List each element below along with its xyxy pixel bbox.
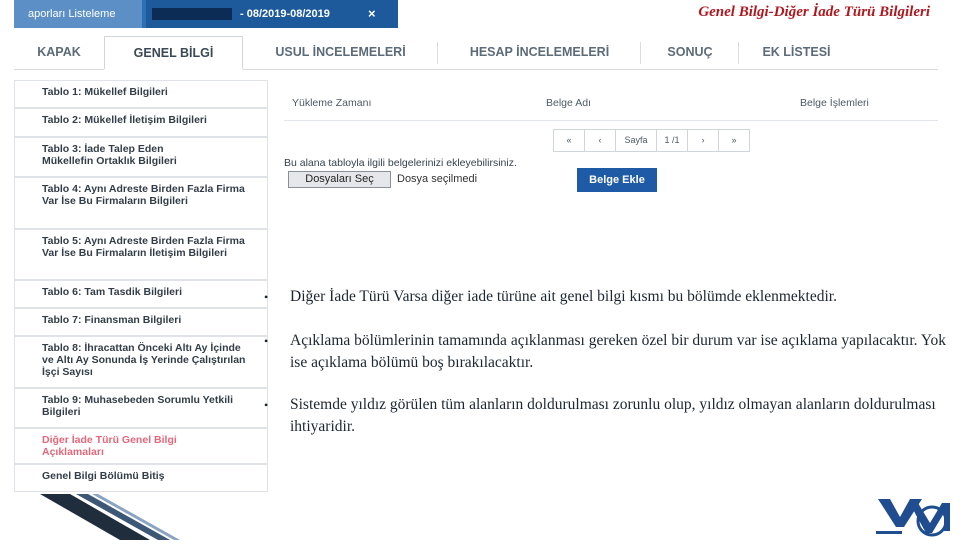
- tab-raporlari-listeleme[interactable]: [14, 0, 142, 28]
- sidebar-item-label: Tablo 9: Muhasebeden Sorumlu Yetkili Bilgileri: [42, 394, 233, 418]
- slide-left-margin: [0, 0, 14, 540]
- documents-table-header: [284, 90, 938, 121]
- bullet-icon: •: [264, 398, 269, 412]
- sidebar-item-label: Tablo 6: Tam Tasdik Bilgileri: [42, 286, 183, 298]
- column-document-actions: Belge İşlemleri: [800, 97, 869, 109]
- prev-page-button[interactable]: ‹: [585, 129, 616, 152]
- add-document-button[interactable]: Belge Ekle: [577, 168, 657, 192]
- pagination: [553, 129, 750, 150]
- sidebar-item-tablo-9[interactable]: [14, 388, 268, 428]
- sidebar-item-label: Tablo 1: Mükellef Bilgileri: [42, 86, 168, 98]
- tab-hesap-incelemeleri[interactable]: [438, 36, 641, 69]
- choose-files-button[interactable]: Dosyaları Seç: [288, 171, 391, 188]
- tab-label: HESAP İNCELEMELERİ: [469, 45, 610, 59]
- sidebar-item-tablo-8[interactable]: [14, 336, 268, 388]
- slide-title: Genel Bilgi-Diğer İade Türü Bilgileri: [698, 4, 930, 20]
- sidebar-item-label: Tablo 3: İade Talep Eden Mükellefin Ortaklık Bilgileri: [42, 143, 177, 167]
- sidebar-item-label: Tablo 5: Aynı Adreste Birden Fazla Firma Var İse Bu Firmaların İletişim Bilgileri: [42, 235, 245, 259]
- decorative-stripes: [40, 494, 240, 540]
- sidebar-item-bitis[interactable]: [14, 464, 268, 492]
- sidebar-item-label: Diğer İade Türü Genel Bilgi Açıklamaları: [42, 434, 177, 458]
- sidebar-item-label: Tablo 7: Finansman Bilgileri: [42, 314, 182, 326]
- institution-logo: [870, 493, 952, 540]
- bullet-icon: •: [264, 334, 269, 348]
- sidebar-item-label: Tablo 4: Aynı Adreste Birden Fazla Firma Var İse Bu Firmaların Bilgileri: [42, 183, 245, 207]
- sidebar-item-diger-iade-turu[interactable]: [14, 428, 268, 464]
- no-file-selected-text: Dosya seçilmedi: [397, 173, 478, 185]
- close-icon[interactable]: ×: [368, 6, 376, 21]
- sidebar-item-label: Tablo 8: İhracattan Önceki Altı Ay İçinde ve Altı Ay Sonunda İş Yerinde Çalıştırılan İşçi Sayısı: [42, 342, 246, 378]
- column-document-name: Belge Adı: [546, 97, 591, 109]
- bullet-text: Açıklama bölümlerinin tamamında açıklanması gereken özel bir durum var ise açıklama yapılacaktır. Yok ise açıklama bölümü boş bırakılacaktır.: [290, 332, 946, 371]
- redacted-text: [152, 8, 232, 20]
- bullet-text: Sistemde yıldız görülen tüm alanların doldurulması zorunlu olup, yıldız olmayan alanların doldurulması ihtiyaridir.: [290, 396, 936, 435]
- tab-label: USUL İNCELEMELERİ: [275, 45, 406, 59]
- tab-usul-incelemeleri[interactable]: [243, 36, 438, 69]
- sidebar-item-label: Tablo 2: Mükellef İletişim Bilgileri: [42, 114, 207, 126]
- main-tab-bar: [14, 36, 938, 70]
- page-input[interactable]: 1 /1: [657, 129, 688, 152]
- next-page-button[interactable]: ›: [688, 129, 719, 152]
- tab-genel-bilgi[interactable]: [104, 36, 243, 70]
- bullet-icon: •: [264, 290, 269, 304]
- tab-label: KAPAK: [37, 45, 81, 59]
- tab-ek-listesi[interactable]: [739, 36, 854, 69]
- logo-icon: [870, 493, 952, 540]
- tab-report-period[interactable]: [146, 0, 398, 28]
- sidebar-item-tablo-2[interactable]: [14, 108, 268, 137]
- sidebar-item-tablo-3[interactable]: [14, 137, 268, 177]
- tab-label: GENEL BİLGİ: [133, 46, 214, 60]
- sidebar-item-tablo-5[interactable]: [14, 229, 268, 280]
- upload-info-text: Bu alana tabloyla ilgili belgelerinizi ekleyebilirsiniz.: [284, 157, 517, 169]
- sidebar-item-label: Genel Bilgi Bölümü Bitiş: [42, 470, 165, 482]
- bullet-text: Diğer İade Türü Varsa diğer iade türüne ait genel bilgi kısmı bu bölümde eklenmektedir.: [290, 288, 837, 305]
- column-upload-time: Yükleme Zamanı: [292, 97, 372, 109]
- window-tab-bar: [14, 0, 398, 28]
- tab-sonuc[interactable]: [641, 36, 739, 69]
- sidebar-item-tablo-6[interactable]: [14, 280, 268, 308]
- page-label: Sayfa: [616, 129, 657, 152]
- tab-label: EK LİSTESİ: [762, 45, 831, 59]
- tab-label: SONUÇ: [667, 45, 713, 59]
- sidebar-item-tablo-4[interactable]: [14, 177, 268, 229]
- tab-kapak[interactable]: [14, 36, 104, 69]
- sidebar-item-tablo-1[interactable]: [14, 80, 268, 108]
- tab-label: - 08/2019-08/2019: [240, 8, 330, 20]
- last-page-button[interactable]: »: [719, 129, 750, 152]
- tab-label: aporları Listeleme: [28, 8, 116, 20]
- sidebar-item-tablo-7[interactable]: [14, 308, 268, 336]
- first-page-button[interactable]: «: [553, 129, 585, 152]
